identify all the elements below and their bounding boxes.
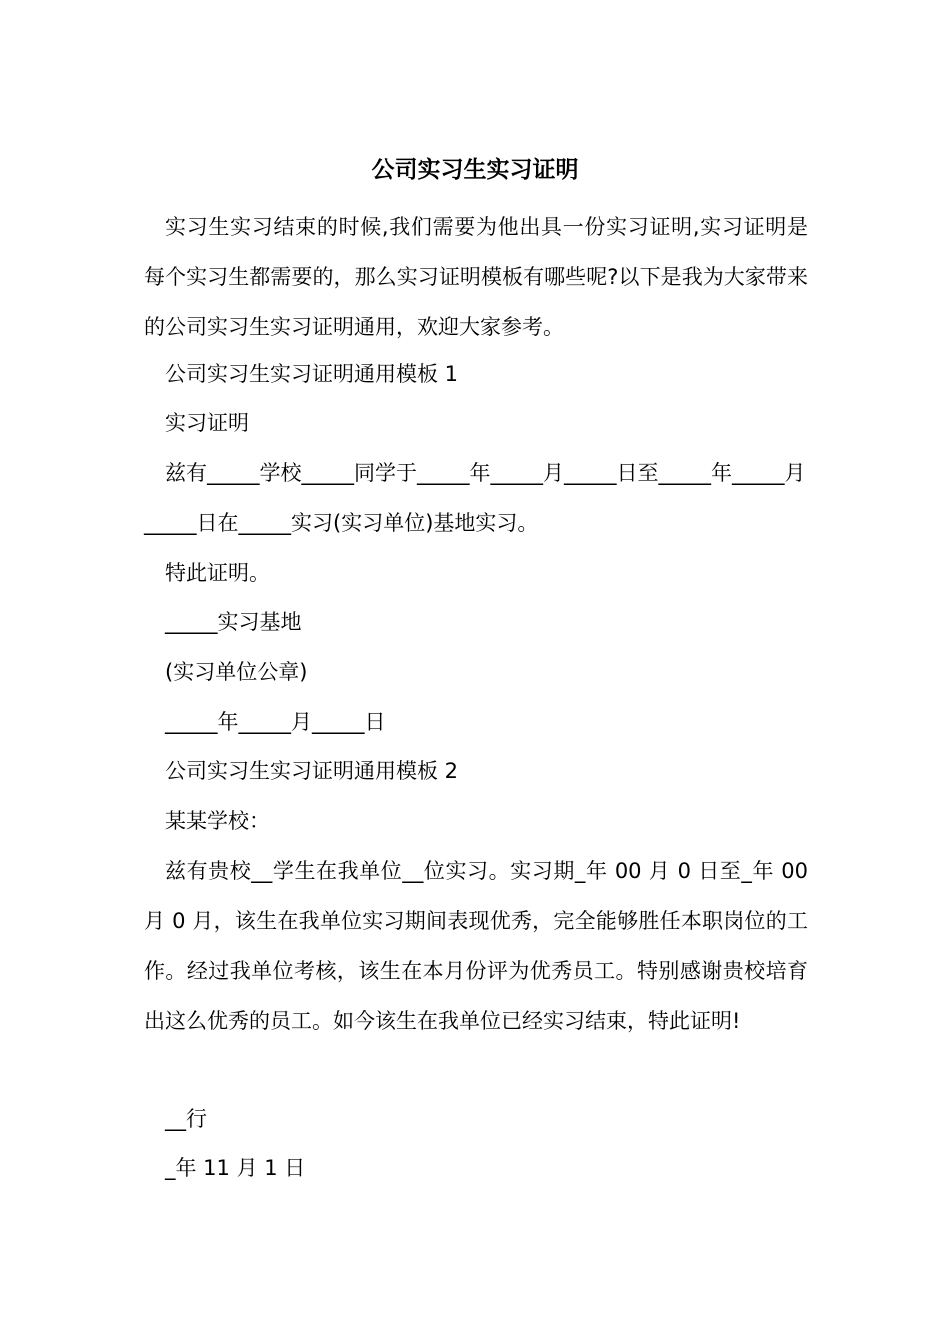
template1-seal-note: (实习单位公章) <box>165 660 308 684</box>
template1-body-paragraph: 兹有_____学校_____同学于_____年_____月_____日至_____年_____月_____日在_____实习(实习单位)基地实习。 <box>144 461 806 535</box>
template2-body-paragraph: 兹有贵校__学生在我单位__位实习。实习期_年 00 月 0 日至_年 00 月 0 月，该生在我单位实习期间表现优秀，完全能够胜任本职岗位的工作。经过我单位考核，该生在本月份评为优秀员工。特别感谢贵校培育出这么优秀的员工。如今该生在我单位已经实习结束，特此证明! <box>144 859 815 1033</box>
document-title: 公司实习生实习证明 <box>371 156 579 183</box>
intro-paragraph: 实习生实习结束的时候,我们需要为他出具一份实习证明,实习证明是每个实习生都需要的，那么实习证明模板有哪些呢?以下是我为大家带来的公司实习生实习证明通用，欢迎大家参考。 <box>144 215 808 339</box>
template2-signature: __行 <box>165 1107 207 1131</box>
template2-heading: 公司实习生实习证明通用模板 2 <box>165 759 459 783</box>
template1-closing: 特此证明。 <box>165 561 270 585</box>
template1-internship-base: _____实习基地 <box>165 610 302 634</box>
template2-date-line: _年 11 月 1 日 <box>165 1156 306 1180</box>
template1-date-line: _____年_____月_____日 <box>165 710 386 734</box>
template2-recipient: 某某学校： <box>165 809 270 833</box>
template1-heading: 公司实习生实习证明通用模板 1 <box>165 362 459 386</box>
template1-cert-title: 实习证明 <box>165 411 249 435</box>
